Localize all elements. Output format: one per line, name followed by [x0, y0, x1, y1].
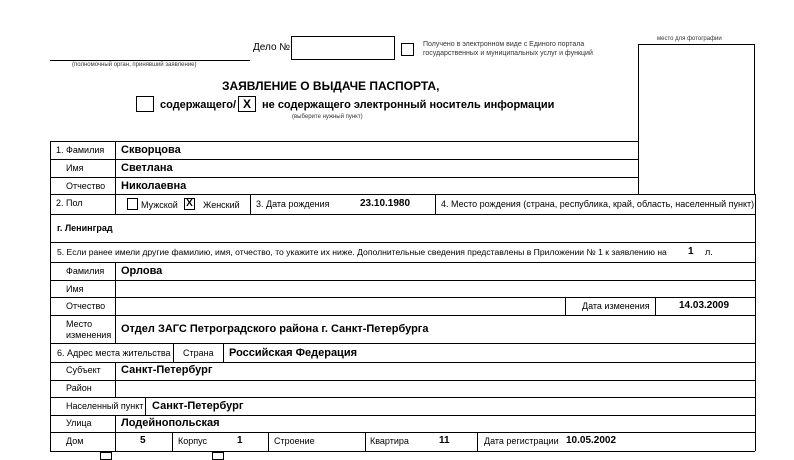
- rule: [50, 451, 755, 452]
- rule: [250, 194, 251, 214]
- address-label: 6. Адрес места жительства: [57, 348, 171, 358]
- rule: [268, 432, 269, 451]
- option-without-chip-label: не содержащего электронный носитель информации: [262, 99, 555, 111]
- option-with-chip-label: содержащего/: [160, 99, 237, 111]
- male-label: Мужской: [141, 200, 178, 210]
- prev-surname-label: Фамилия: [66, 266, 105, 276]
- rule: [50, 242, 51, 343]
- subject-value[interactable]: Санкт-Петербург: [121, 364, 213, 376]
- prev-name-label: Имя: [66, 284, 84, 294]
- rule: [50, 343, 51, 451]
- birthplace-label: 4. Место рождения (страна, республика, край, область, населенный пункт):: [441, 199, 757, 209]
- rule: [50, 194, 51, 242]
- rule: [655, 297, 656, 315]
- street-value[interactable]: Лодейнопольская: [121, 417, 220, 429]
- rule: [50, 362, 755, 363]
- rule: [50, 214, 755, 215]
- appendix-count[interactable]: 1: [688, 246, 694, 257]
- rule: [115, 362, 116, 397]
- portal-note-line1: Получено в электронном виде с Единого портала: [423, 41, 585, 48]
- portal-checkbox[interactable]: [401, 43, 414, 56]
- rule: [223, 343, 224, 362]
- apartment-value[interactable]: 11: [439, 435, 450, 446]
- sex-label: 2. Пол: [56, 198, 83, 208]
- rule: [50, 415, 755, 416]
- rule: [755, 343, 756, 451]
- name-value[interactable]: Светлана: [121, 162, 173, 174]
- portal-note-line2: государственных и муниципальных услуг и функций: [423, 50, 593, 57]
- locality-value[interactable]: Санкт-Петербург: [152, 400, 244, 412]
- building-value[interactable]: 1: [237, 435, 243, 446]
- surname-label: 1. Фамилия: [56, 145, 105, 155]
- country-label: Страна: [183, 348, 214, 358]
- rule: [173, 343, 174, 362]
- surname-value[interactable]: Скворцова: [121, 144, 181, 156]
- change-place-value[interactable]: Отдел ЗАГС Петроградского района г. Санкт-Петербурга: [121, 323, 429, 335]
- dob-value[interactable]: 23.10.1980: [360, 198, 411, 209]
- rule: [50, 141, 51, 195]
- next-row-checkbox[interactable]: [212, 452, 224, 460]
- house-label: Дом: [66, 436, 84, 446]
- rule: [50, 315, 755, 316]
- rule: [50, 343, 755, 344]
- building-label: Корпус: [178, 436, 208, 446]
- rule: [50, 177, 638, 178]
- rule: [50, 194, 755, 195]
- change-date-label: Дата изменения: [582, 301, 650, 311]
- birthplace-value[interactable]: г. Ленинград: [57, 223, 113, 233]
- male-checkbox[interactable]: [127, 198, 138, 210]
- next-row-checkbox[interactable]: [100, 452, 112, 460]
- photo-caption: место для фотографии: [657, 36, 722, 42]
- authority-line: [50, 60, 250, 61]
- case-number-label: Дело №: [253, 42, 291, 53]
- rule: [50, 262, 755, 263]
- country-value[interactable]: Российская Федерация: [229, 347, 357, 359]
- form-title: ЗАЯВЛЕНИЕ О ВЫДАЧЕ ПАСПОРТА,: [222, 79, 440, 93]
- rule: [145, 397, 146, 415]
- rule: [50, 380, 755, 381]
- street-label: Улица: [66, 418, 92, 428]
- rule: [50, 397, 755, 398]
- reg-date-value[interactable]: 10.05.2002: [566, 435, 617, 446]
- rule: [565, 297, 566, 315]
- rule: [115, 262, 116, 343]
- option-hint: (выберите нужный пункт): [292, 114, 363, 120]
- prev-patronymic-label: Отчество: [66, 301, 106, 311]
- patronymic-value[interactable]: Николаевна: [121, 180, 187, 192]
- female-checkbox[interactable]: X: [184, 198, 195, 210]
- photo-placeholder: [638, 44, 755, 195]
- rule: [50, 432, 755, 433]
- section5-intro: 5. Если ранее имели другие фамилию, имя, отчество, то укажите их ниже. Дополнительные сведения представлены в Приложении № 1 к заявлению на: [57, 247, 667, 257]
- rule: [435, 194, 436, 214]
- district-label: Район: [66, 383, 92, 393]
- appendix-unit: л.: [705, 247, 713, 257]
- female-label: Женский: [203, 200, 240, 210]
- rule: [172, 432, 173, 451]
- apartment-label: Квартира: [370, 436, 409, 446]
- name-label: Имя: [66, 163, 84, 173]
- rule: [50, 242, 755, 243]
- change-date-value[interactable]: 14.03.2009: [679, 300, 730, 311]
- prev-surname-value[interactable]: Орлова: [121, 265, 163, 277]
- rule: [115, 415, 116, 451]
- subject-label: Субъект: [66, 365, 101, 375]
- case-number-input[interactable]: [291, 36, 395, 60]
- house-value[interactable]: 5: [140, 435, 146, 446]
- rule: [50, 280, 755, 281]
- change-place-label-1: Место: [66, 319, 93, 329]
- locality-label: Населенный пункт: [66, 401, 144, 411]
- rule: [755, 242, 756, 343]
- rule: [477, 432, 478, 451]
- structure-label: Строение: [274, 436, 315, 446]
- authority-caption: (полномочный орган, принявший заявление): [72, 62, 197, 68]
- rule: [115, 194, 116, 214]
- rule: [115, 141, 116, 195]
- rule: [50, 297, 755, 298]
- option-without-chip-checkbox[interactable]: X: [238, 96, 256, 112]
- rule: [365, 432, 366, 451]
- reg-date-label: Дата регистрации: [484, 436, 559, 446]
- rule: [50, 141, 638, 142]
- rule: [50, 159, 638, 160]
- patronymic-label: Отчество: [66, 181, 106, 191]
- option-with-chip-checkbox[interactable]: [136, 96, 154, 112]
- change-place-label-2: изменения: [66, 330, 112, 340]
- dob-label: 3. Дата рождения: [256, 199, 330, 209]
